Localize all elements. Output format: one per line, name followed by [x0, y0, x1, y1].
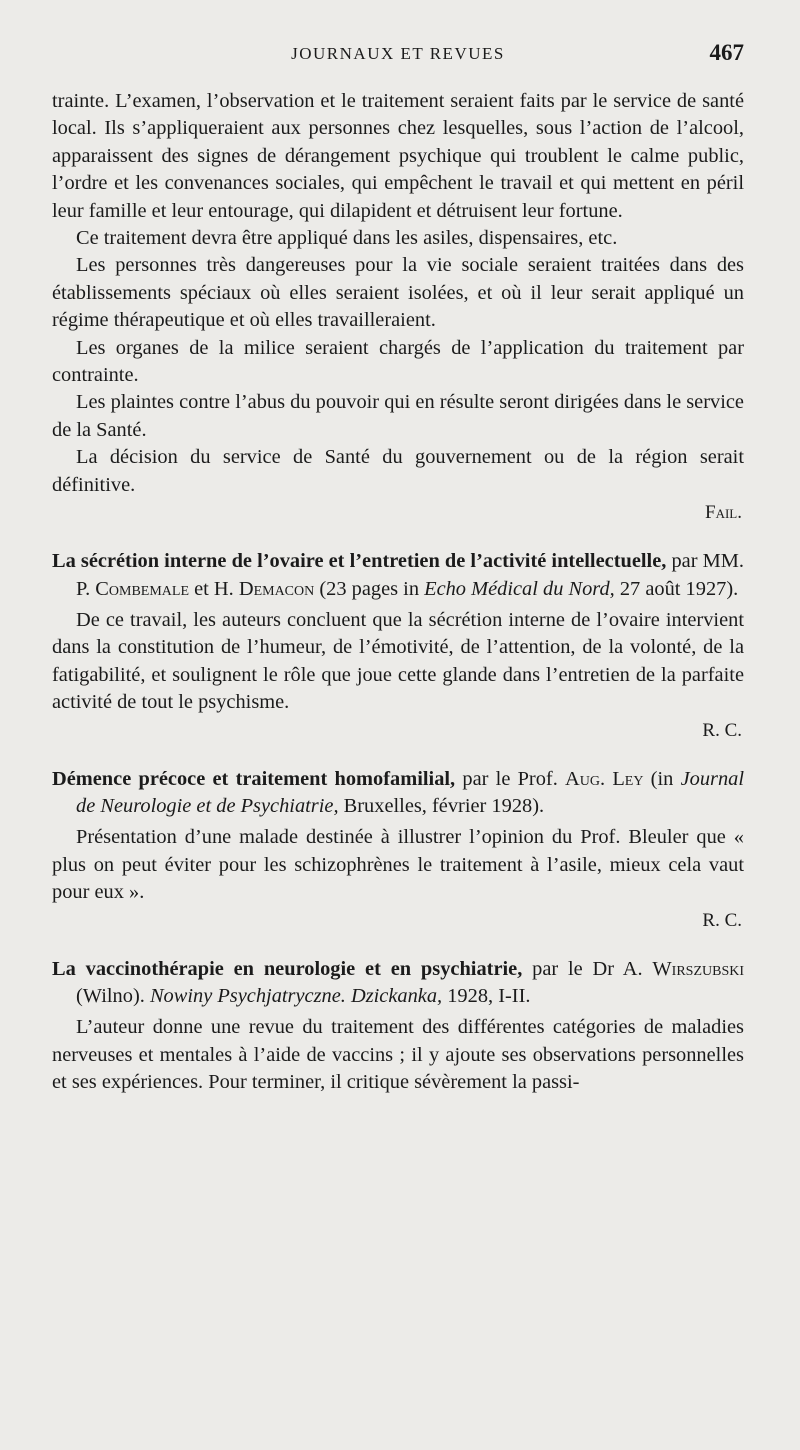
- review-heading: [52, 766, 744, 821]
- running-title: JOURNAUX ET REVUES: [291, 44, 505, 63]
- review-author: Demacon: [238, 577, 315, 600]
- review-title: La sécrétion interne de l’ovaire et l’entretien de l’activité intellectuelle,: [52, 550, 667, 573]
- review-body: L’auteur donne une revue du traitement des différentes catégories de maladies nerveuses et mentales à l’aide de vaccins ; il y ajoute ses observations personnelles et ses expériences. Pour terminer, il critique sévèrement la passi-: [52, 1016, 744, 1094]
- review-byline: par le Prof.: [455, 767, 566, 790]
- review-body: De ce travail, les auteurs concluent que la sécrétion interne de l’ovaire intervient dans la constitution de l’humeur, de l’émotivité, de l’attention, de la volonté, de la fatigabilité, et soulignent le rôle que joue cette glande dans l’entretien de la parfaite activité de tout le psychisme.: [52, 608, 744, 714]
- continued-review: [52, 88, 744, 526]
- review-author: Wirszubski: [652, 957, 745, 980]
- review-title: La vaccinothérapie en neurologie et en psychiatrie,: [52, 957, 523, 980]
- review-author: Aug. Ley: [565, 767, 644, 790]
- review-source: (23 pages in: [314, 577, 425, 600]
- paragraph: Ce traitement devra être appliqué dans les asiles, dispensaires, etc.: [76, 227, 618, 250]
- paragraph: trainte. L’examen, l’observation et le traitement seraient faits par le service de santé local. Ils s’appliqueraient aux personnes chez lesquelles, sous l’action de l’alcool, apparaissent des signes de dérangement psychique qui troublent le calme public, l’ordre et les convenances sociales, qui empêchent le travail et qui mettent en péril leur famille et leur entourage, qui dilapident et détruisent leur fortune.: [52, 90, 744, 222]
- reviewer-signature: R. C.: [702, 909, 742, 931]
- page-number: 467: [709, 40, 744, 65]
- review-journal: Journal de Neurologie et de Psychiatrie,: [76, 767, 745, 817]
- paragraph: Les personnes très dangereuses pour la vie sociale seraient traitées dans des établissements spéciaux où elles seraient isolées, et où il leur serait appliqué un régime thérapeutique et où elles travailleraient.: [52, 254, 744, 332]
- review-body: Présentation d’une malade destinée à illustrer l’opinion du Prof. Bleuler que « plus on peut éviter pour les schizophrènes le traitement à l’asile, mieux cela vaut pour eux ».: [52, 826, 744, 904]
- paragraph: La décision du service de Santé du gouvernement ou de la région serait définitive.: [52, 446, 744, 496]
- review-entry-demence: [52, 766, 744, 934]
- review-heading: [52, 956, 744, 1011]
- review-conjunction: et H.: [189, 577, 239, 600]
- review-heading: [52, 548, 744, 603]
- review-source: (in: [643, 767, 681, 790]
- review-source-date: Bruxelles, février 1928).: [338, 794, 545, 817]
- review-byline: par le Dr A.: [522, 957, 653, 980]
- review-source-date: 27 août 1927).: [614, 577, 739, 600]
- review-entry-vaccinotherapie: [52, 956, 744, 1097]
- running-head: [52, 40, 744, 74]
- review-journal: Nowiny Psychjatryczne. Dzickanka,: [149, 984, 443, 1007]
- paragraph: Les organes de la milice seraient chargés de l’application du traitement par contrainte.: [52, 336, 744, 387]
- review-location: (Wilno).: [76, 984, 150, 1007]
- review-byline: par MM. P.: [76, 550, 744, 600]
- review-journal: Echo Médical du Nord,: [424, 577, 615, 600]
- paragraph: Les plaintes contre l’abus du pouvoir qui en résulte seront dirigées dans le service de la Santé.: [52, 391, 744, 441]
- reviewer-signature: R. C.: [702, 719, 742, 741]
- review-author: Combemale: [95, 577, 189, 600]
- review-entry-ovaire: [52, 548, 744, 743]
- reviewer-signature: Fail.: [705, 502, 742, 524]
- review-source-date: 1928, I-II.: [442, 984, 531, 1007]
- review-title: Démence précoce et traitement homofamilial,: [52, 767, 456, 790]
